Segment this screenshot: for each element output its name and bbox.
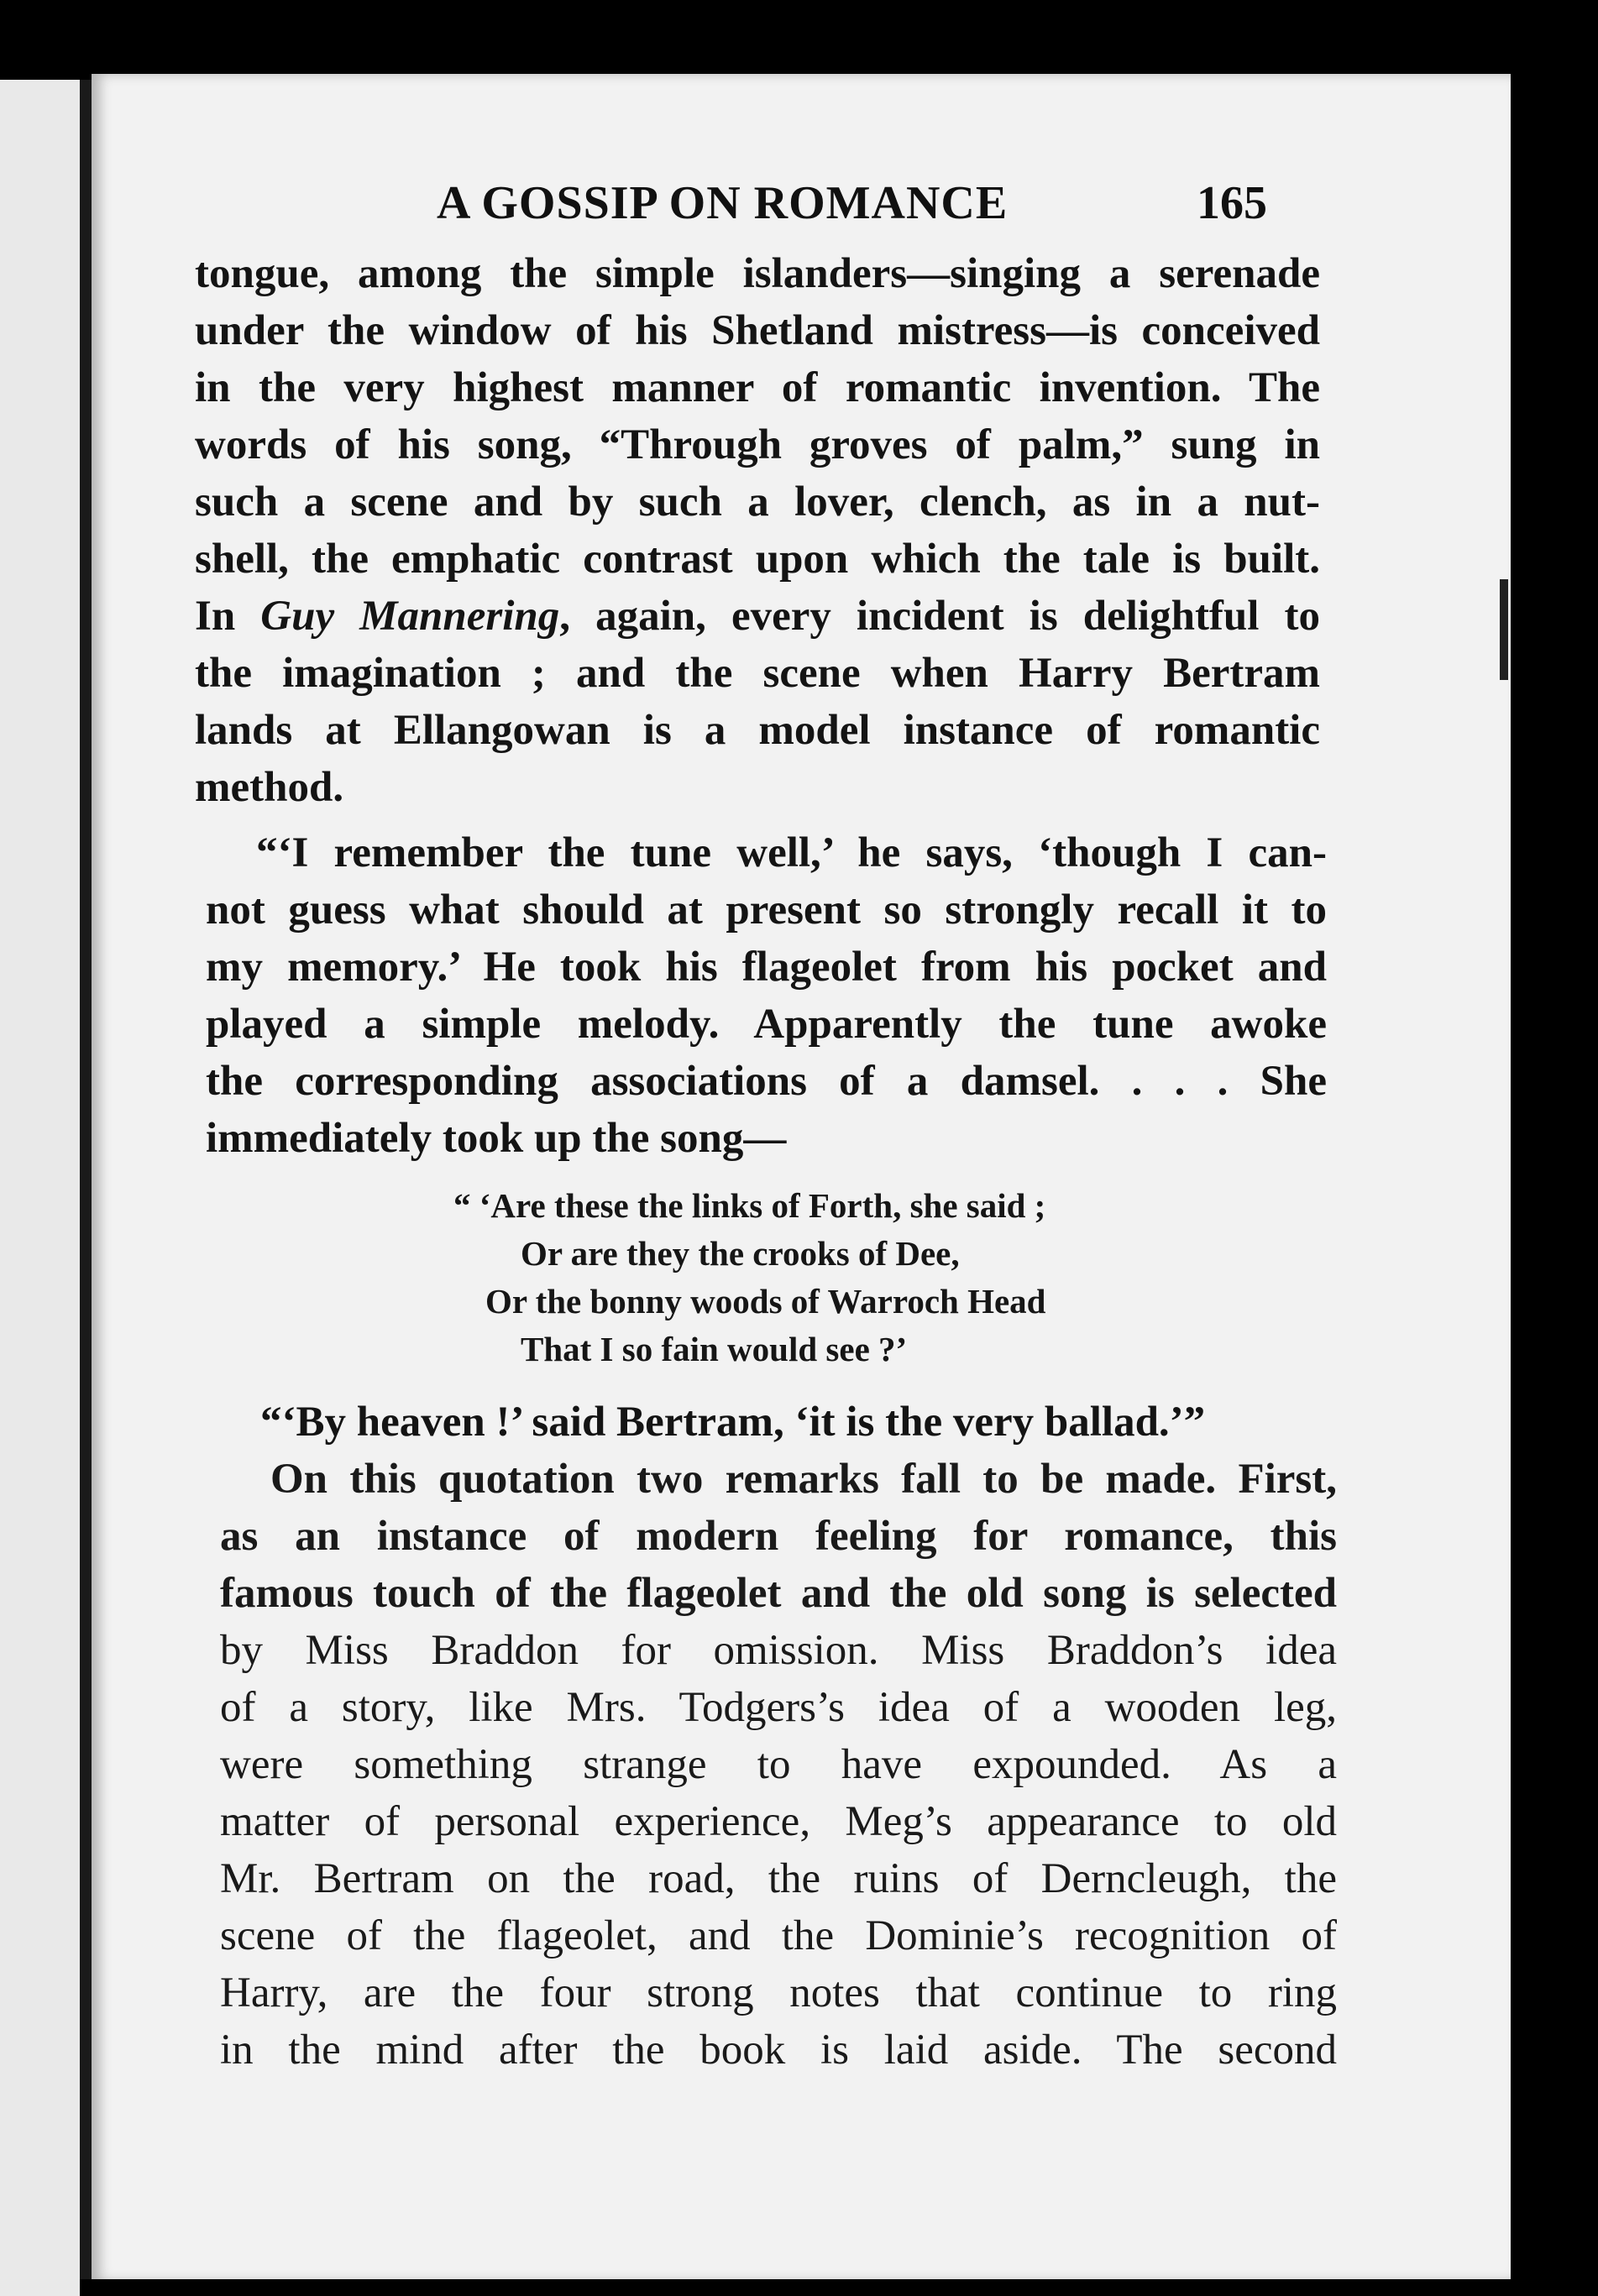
text-line: “‘I remember the tune well,’ he says, ‘though I can- bbox=[256, 829, 1327, 876]
text-line: method. bbox=[195, 764, 344, 811]
scan-border-bottom bbox=[80, 2279, 1598, 2296]
text-line: words of his song, “Through groves of palm,” sung in bbox=[195, 421, 1320, 468]
text-line: under the window of his Shetland mistress—is conceived bbox=[195, 307, 1320, 354]
poem-line: Or the bonny woods of Warroch Head bbox=[485, 1282, 1046, 1321]
text-line: immediately took up the song— bbox=[206, 1115, 787, 1162]
poem-stanza bbox=[453, 1182, 1209, 1373]
poem-line: Or are they the crooks of Dee, bbox=[521, 1234, 960, 1273]
running-title: A GOSSIP ON ROMANCE bbox=[437, 177, 1009, 229]
text-line: in the very highest manner of romantic invention. The bbox=[195, 364, 1320, 411]
paragraph-4 bbox=[220, 1451, 1337, 2079]
text-line: “‘By heaven !’ said Bertram, ‘it is the very ballad.’” bbox=[260, 1399, 1206, 1446]
scan-artifact bbox=[1500, 579, 1508, 680]
paragraph-3 bbox=[210, 1394, 1327, 1451]
poem-line: That I so fain would see ?’ bbox=[521, 1330, 908, 1368]
text-line: played a simple melody. Apparently the tune awoke bbox=[206, 1001, 1327, 1048]
text-line: not guess what should at present so strongly recall it to bbox=[206, 886, 1327, 934]
text-line: Harry, are the four strong notes that continue to ring bbox=[220, 1969, 1337, 2016]
text-line: matter of personal experience, Meg’s appearance to old bbox=[220, 1798, 1337, 1845]
text-line: the corresponding associations of a damsel. . . . She bbox=[206, 1058, 1327, 1105]
text-line: tongue, among the simple islanders—singing a serenade bbox=[195, 250, 1320, 297]
poem-line: “ ‘Are these the links of Forth, she said ; bbox=[453, 1186, 1046, 1225]
text-line-with-title bbox=[195, 588, 1320, 645]
text-line: my memory.’ He took his flageolet from his pocket and bbox=[206, 944, 1327, 991]
text-line: were something strange to have expounded. As a bbox=[220, 1741, 1337, 1788]
text-line: On this quotation two remarks fall to be made. First, bbox=[270, 1456, 1337, 1503]
book-title-italic: Guy Mannering bbox=[260, 593, 560, 640]
text-line: Mr. Bertram on the road, the ruins of Derncleugh, the bbox=[220, 1855, 1337, 1902]
previous-page-edge bbox=[0, 80, 80, 2296]
scan-border-right bbox=[1511, 74, 1598, 2296]
paragraph-1 bbox=[195, 245, 1320, 816]
text-line: shell, the emphatic contrast upon which the tale is built. bbox=[195, 536, 1320, 583]
line-suffix: , again, every incident is delightful to bbox=[559, 593, 1320, 640]
page-gutter bbox=[80, 80, 92, 2296]
page-number: 165 bbox=[1197, 177, 1267, 229]
text-line: lands at Ellangowan is a model instance of romantic bbox=[195, 707, 1320, 754]
paragraph-2 bbox=[206, 824, 1327, 1167]
text-line: by Miss Braddon for omission. Miss Braddon’s idea bbox=[220, 1627, 1337, 1674]
text-line: in the mind after the book is laid aside. The second bbox=[220, 2027, 1337, 2074]
text-line: the imagination ; and the scene when Harry Bertram bbox=[195, 650, 1320, 697]
text-line: such a scene and by such a lover, clench, as in a nut- bbox=[195, 479, 1320, 526]
text-line: as an instance of modern feeling for romance, this bbox=[220, 1513, 1337, 1560]
text-line: of a story, like Mrs. Todgers’s idea of a wooden leg, bbox=[220, 1684, 1337, 1731]
text-line: famous touch of the flageolet and the old song is selected bbox=[220, 1570, 1337, 1617]
text-line: scene of the flageolet, and the Dominie’s recognition of bbox=[220, 1912, 1337, 1959]
line-prefix: In bbox=[195, 593, 261, 640]
